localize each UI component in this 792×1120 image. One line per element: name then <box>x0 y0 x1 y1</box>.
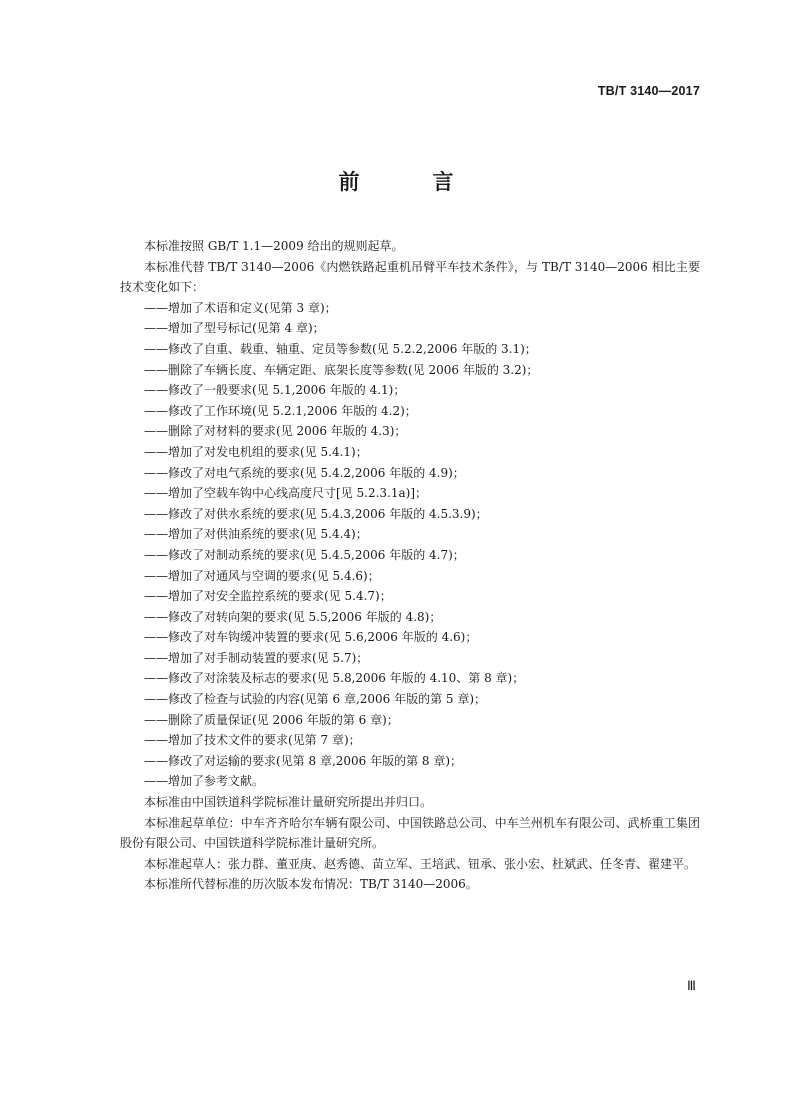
closing-paragraph: 本标准所代替标准的历次版本发布情况：TB/T 3140—2006。 <box>144 877 478 892</box>
intro-paragraph: 本标准代替 TB/T 3140—2006《内燃铁路起重机吊臂平车技术条件》，与 TB/T 3140—2006 相比主要技术变化如下： <box>120 259 700 295</box>
list-item: ——增加了参考文献。 <box>144 774 265 789</box>
list-item: ——增加了对安全监控系统的要求(见 5.4.7)； <box>144 589 392 604</box>
list-item: ——修改了工作环境(见 5.2.1,2006 年版的 4.2)； <box>144 403 417 418</box>
list-item: ——删除了车辆长度、车辆定距、底架长度等参数(见 2006 年版的 3.2)； <box>144 362 539 377</box>
list-item: ——修改了对电气系统的要求(见 5.4.2,2006 年版的 4.9)； <box>144 465 465 480</box>
list-item: ——增加了对通风与空调的要求(见 5.4.6)； <box>144 568 380 583</box>
list-item: ——修改了自重、载重、轴重、定员等参数(见 5.2.2,2006 年版的 3.1)； <box>144 341 537 356</box>
document-body <box>120 236 700 895</box>
list-item: ——修改了对供水系统的要求(见 5.4.3,2006 年版的 4.5.3.9)； <box>144 506 488 521</box>
closing-paragraph: 本标准起草人：张力群、董亚庚、赵秀德、苗立军、王培武、钮承、张小宏、杜斌武、任冬青、翟建平。 <box>144 856 697 871</box>
list-item: ——增加了型号标记(见第 4 章)； <box>144 321 325 336</box>
list-item: ——增加了对供油系统的要求(见 5.4.4)； <box>144 527 368 542</box>
list-item: ——增加了空载车钩中心线高度尺寸[见 5.2.3.1a)]； <box>144 486 427 501</box>
list-item: ——修改了对涂装及标志的要求(见 5.8,2006 年版的 4.10、第 8 章)； <box>144 671 525 686</box>
list-item: ——增加了对手制动装置的要求(见 5.7)； <box>144 650 369 665</box>
list-item: ——修改了对车钩缓冲装置的要求(见 5.6,2006 年版的 4.6)； <box>144 630 478 645</box>
list-item: ——删除了对材料的要求(见 2006 年版的 4.3)； <box>144 424 407 439</box>
list-item: ——修改了对制动系统的要求(见 5.4.5,2006 年版的 4.7)； <box>144 547 465 562</box>
page-title: 前 言 <box>338 170 480 194</box>
list-item: ——增加了对发电机组的要求(见 5.4.1)； <box>144 444 368 459</box>
list-item: ——增加了术语和定义(见第 3 章)； <box>144 300 337 315</box>
closing-paragraph: 本标准由中国铁道科学院标准计量研究所提出并归口。 <box>144 795 433 810</box>
closing-paragraph: 本标准起草单位：中车齐齐哈尔车辆有限公司、中国铁路总公司、中车兰州机车有限公司、武桥重工集团股份有限公司、中国铁道科学院标准计量研究所。 <box>120 815 700 851</box>
list-item: ——修改了检查与试验的内容(见第 6 章,2006 年版的第 5 章)； <box>144 692 487 707</box>
list-item: ——修改了一般要求(见 5.1,2006 年版的 4.1)； <box>144 383 406 398</box>
changes-list <box>120 298 700 792</box>
list-item: ——修改了对运输的要求(见第 8 章,2006 年版的第 8 章)； <box>144 753 463 768</box>
page-number: Ⅲ <box>687 978 696 993</box>
list-item: ——删除了质量保证(见 2006 年版的第 6 章)； <box>144 712 399 727</box>
intro-paragraph: 本标准按照 GB/T 1.1—2009 给出的规则起草。 <box>144 239 404 253</box>
list-item: ——增加了技术文件的要求(见第 7 章)； <box>144 733 361 748</box>
list-item: ——修改了对转向架的要求(见 5.5,2006 年版的 4.8)； <box>144 609 442 624</box>
standard-number: TB/T 3140—2017 <box>597 84 700 98</box>
